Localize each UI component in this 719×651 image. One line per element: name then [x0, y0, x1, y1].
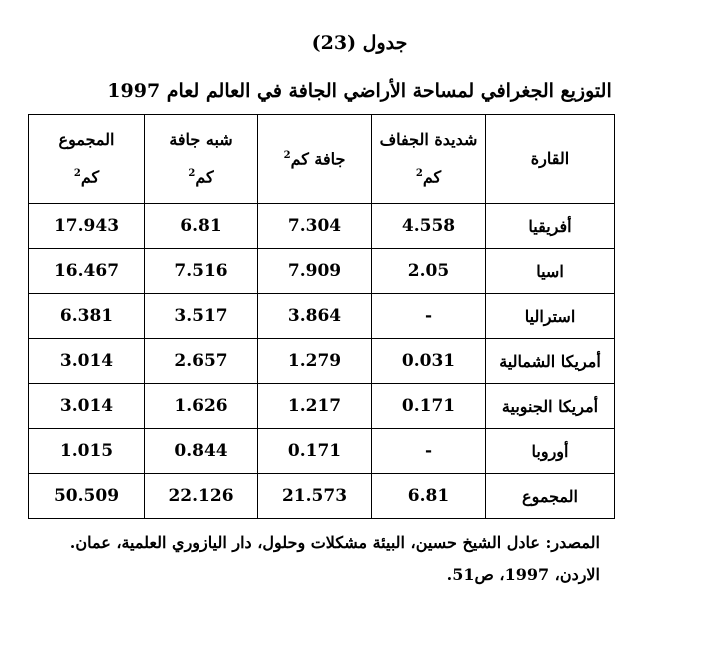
cell-value: 21.573: [281, 486, 348, 506]
cell-extreme: [372, 204, 486, 249]
row-name: استراليا: [486, 294, 615, 339]
header-extreme: [372, 115, 486, 204]
cell-extreme: [372, 294, 486, 339]
cell-total: [29, 249, 145, 294]
header-arid-label: جافة كم: [290, 148, 346, 168]
table-row: [29, 249, 615, 294]
cell-arid: [258, 204, 372, 249]
cell-value: 2.657: [174, 351, 228, 371]
unit-text: كم: [422, 167, 442, 187]
header-total: [29, 115, 145, 204]
table-row: [29, 384, 615, 429]
row-name: أوروبا: [486, 429, 615, 474]
header-extreme-unit: [372, 168, 485, 187]
cell-value: 6.81: [407, 486, 450, 506]
cell-arid: [258, 249, 372, 294]
cell-total: [29, 429, 145, 474]
header-row: [29, 115, 615, 204]
header-continent: [486, 115, 615, 204]
cell-value: 3.517: [174, 306, 228, 326]
source-citation: [40, 527, 600, 591]
table-row: [29, 339, 615, 384]
header-total-unit: [29, 168, 144, 187]
source-line-2: الاردن، 1997، ص51.: [446, 565, 600, 584]
cell-value: 3.864: [287, 306, 342, 326]
cell-value: -: [424, 306, 433, 326]
unit-superscript: 2: [73, 167, 81, 179]
table-number: جدول (23): [311, 32, 408, 54]
header-semi-label: شبه جافة: [169, 130, 233, 150]
table-row: [29, 429, 615, 474]
cell-value: 4.558: [401, 216, 456, 236]
cell-value: 1.279: [287, 351, 342, 371]
unit-superscript: 2: [283, 149, 291, 161]
cell-arid: [258, 384, 372, 429]
cell-semi: [145, 249, 258, 294]
cell-arid: [258, 294, 372, 339]
row-name: اسيا: [486, 249, 615, 294]
header-semi: [145, 115, 258, 204]
cell-arid: [258, 474, 372, 519]
cell-value: 22.126: [168, 486, 234, 506]
cell-value: 6.381: [59, 306, 114, 326]
cell-value: 0.171: [287, 441, 342, 461]
cell-extreme: [372, 474, 486, 519]
cell-value: 1.015: [59, 441, 114, 461]
header-arid: [258, 115, 372, 204]
cell-extreme: [372, 249, 486, 294]
table-title: التوزيع الجغرافي لمساحة الأراضي الجافة في العالم لعام 1997: [107, 80, 612, 102]
header-extreme-label: شديدة الجفاف: [379, 130, 478, 150]
cell-value: 16.467: [53, 261, 120, 281]
row-name: أفريقيا: [486, 204, 615, 249]
cell-value: 1.217: [287, 396, 342, 416]
cell-extreme: [372, 339, 486, 384]
row-name: أمريكا الجنوبية: [486, 384, 615, 429]
unit-text: كم: [195, 167, 214, 187]
cell-value: 3.014: [59, 351, 114, 371]
cell-value: 0.031: [401, 351, 456, 371]
cell-total: [29, 339, 145, 384]
cell-arid: [258, 339, 372, 384]
cell-value: 0.844: [174, 441, 228, 461]
cell-semi: [145, 339, 258, 384]
cell-value: -: [424, 441, 433, 461]
cell-semi: [145, 294, 258, 339]
cell-value: 1.626: [174, 396, 228, 416]
unit-superscript: 2: [188, 167, 196, 179]
cell-total: [29, 294, 145, 339]
table-row: [29, 294, 615, 339]
row-name: المجموع: [486, 474, 615, 519]
cell-semi: [145, 204, 258, 249]
cell-total: [29, 204, 145, 249]
data-table: [28, 114, 615, 519]
cell-value: 6.81: [180, 216, 222, 236]
header-continent-label: القارة: [530, 148, 570, 168]
cell-semi: [145, 474, 258, 519]
cell-value: 3.014: [59, 396, 114, 416]
cell-value: 2.05: [407, 261, 450, 281]
cell-semi: [145, 429, 258, 474]
source-line-1: المصدر: عادل الشيخ حسين، البيئة مشكلات وحلول، دار اليازوري العلمية، عمان.: [69, 533, 600, 552]
cell-semi: [145, 384, 258, 429]
header-semi-unit: [145, 168, 257, 187]
cell-extreme: [372, 384, 486, 429]
cell-value: 7.304: [287, 216, 342, 236]
cell-value: 0.171: [401, 396, 456, 416]
cell-total: [29, 474, 145, 519]
cell-arid: [258, 429, 372, 474]
cell-value: 7.516: [174, 261, 228, 281]
cell-total: [29, 384, 145, 429]
unit-superscript: 2: [415, 167, 423, 179]
unit-text: كم: [80, 167, 100, 187]
total-row: [29, 474, 615, 519]
cell-value: 17.943: [53, 216, 120, 236]
cell-extreme: [372, 429, 486, 474]
header-total-label: المجموع: [58, 130, 115, 150]
cell-value: 7.909: [287, 261, 342, 281]
row-name: أمريكا الشمالية: [486, 339, 615, 384]
table-row: [29, 204, 615, 249]
cell-value: 50.509: [53, 486, 120, 506]
